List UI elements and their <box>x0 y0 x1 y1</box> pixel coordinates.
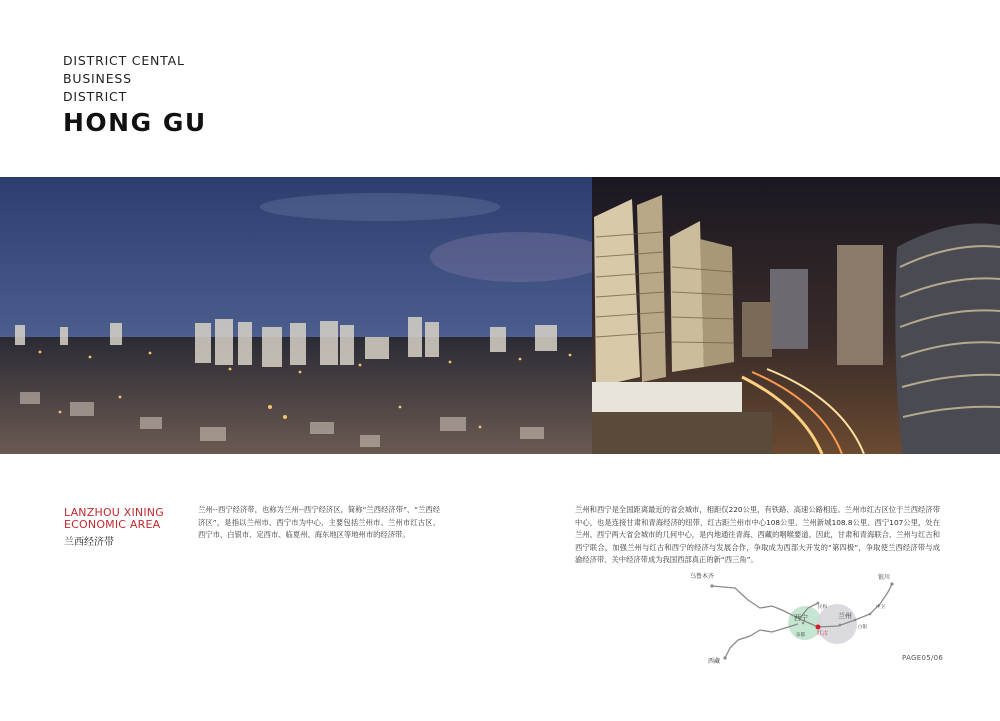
page-number: PAGE05/06 <box>902 654 944 662</box>
title-line-1: DISTRICT CENTAL <box>63 53 185 68</box>
label-minhe: 民和 <box>818 605 827 610</box>
page-title: HONG GU <box>63 108 207 137</box>
label-baiyin: 白银 <box>858 625 867 630</box>
night-towers-photo <box>592 177 1000 454</box>
region-map <box>690 570 900 670</box>
title-line-3: DISTRICT <box>63 89 128 104</box>
honggu-dot <box>816 625 821 630</box>
title-block <box>63 52 207 137</box>
label-yinchuan: 银川 <box>878 574 891 581</box>
section-title-zh: 兰西经济带 <box>64 537 114 548</box>
paragraph-right: 兰州和西宁是全国距离最近的省会城市，相距仅220公里，有铁路、高速公路相连。兰州市红古区位于兰西经济带中心，也是连接甘肃和青海经济的纽带，红古距兰州市中心108公里、兰州新城108.8公里、西宁107公里，处在兰州、西宁两大省会城市的几何中心，是内地通往青海、西藏的咽喉要道。因此，甘肃和青海联合、兰州与红古和西宁联合，加强兰州与红古和西宁的经济与发展合作，争取成为西部大开发的“第四极”，争取使兰西经济带与成渝经济带、关中经济带成为我国西部真正的新“西三角”。 <box>575 505 940 565</box>
label-ledu: 乐都 <box>796 633 805 638</box>
label-lanzhou: 兰州 <box>838 612 852 620</box>
label-lhasa: 西藏 <box>708 658 721 665</box>
section-title <box>64 507 164 548</box>
section-title-en-1: LANZHOU XINING <box>64 506 164 519</box>
paragraph-left: 兰州--西宁经济带，也称为兰州--西宁经济区，简称“兰西经济带”、“兰西经济区”，是指以兰州市、西宁市为中心，主要包括兰州市、兰州市红古区、西宁市、白银市、定西市、临夏州、海东地区等地州市的经济带。 <box>198 505 440 540</box>
lanzhou-circle <box>817 604 857 644</box>
label-urumqi: 乌鲁木齐 <box>690 573 715 580</box>
label-honggu: 红古 <box>817 631 829 637</box>
title-line-2: BUSINESS <box>63 71 132 86</box>
panorama-photo <box>0 177 592 454</box>
section-title-en-2: ECONOMIC AREA <box>64 518 161 531</box>
label-xining: 西宁 <box>794 614 808 622</box>
label-zhongwei: 中卫 <box>876 605 885 610</box>
